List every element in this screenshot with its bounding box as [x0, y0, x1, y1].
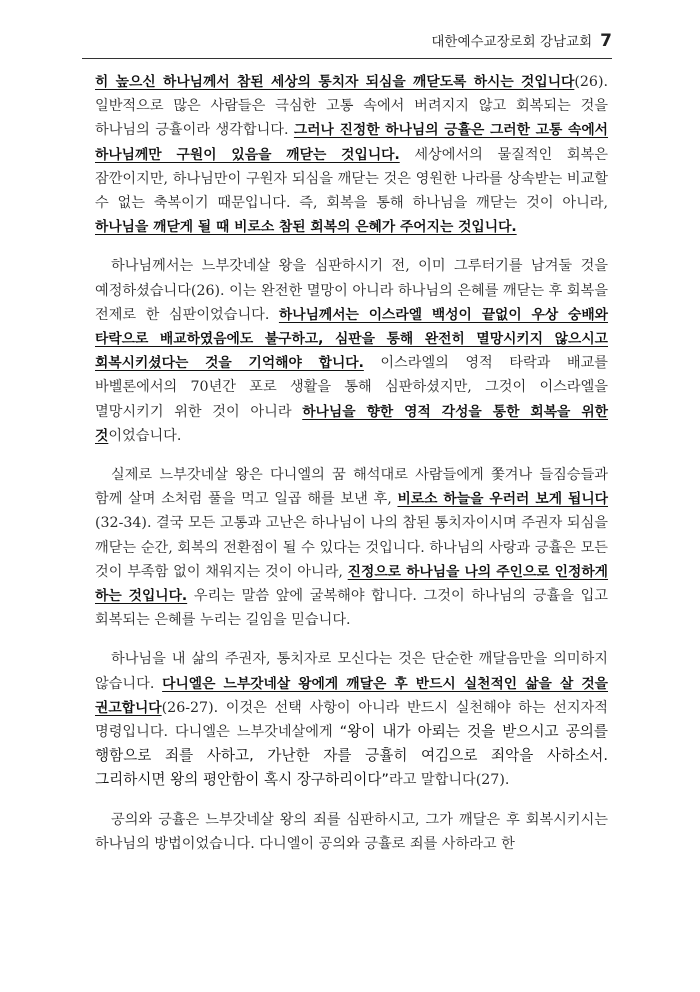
text-run: 실제로 느부갓네살 왕은 다니엘의 꿈 해석대로 사람들에게 쫓겨나 들짐승들과 함께 살며 소처럼 풀을 먹고 일곱 해를 보낸 후, [95, 467, 608, 508]
text-run: 이스라엘의 영적 타락과 배교를 바벨론에서의 70년간 포로 생활을 통해 심판하셨지만, 그것이 이스라엘을 멸망시키기 위한 것이 아니라 [95, 355, 608, 420]
header-rule [82, 58, 612, 59]
emphasized-text: 비로소 하늘을 우러러 보게 됩니다 [397, 491, 608, 508]
text-run: 하나님께서는 느부갓네살 왕을 심판하시기 전, 이미 그루터기를 남겨둘 것을 예정하셨습니다(26). 이는 완전한 멸망이 아니라 하나님의 은혜를 깨닫는 후 회복을 전제로 한 심판이었습니다. [95, 258, 608, 323]
text-run: (26). 일반적으로 많은 사람들은 극심한 고통 속에서 버려지지 않고 회복되는 것을 하나님의 긍휼이라 생각합니다. [95, 74, 608, 139]
emphasized-text: 진정으로 하나님을 나의 주인으로 인정하게 하는 것입니다. [95, 563, 608, 605]
emphasized-text: 하나님을 향한 영적 각성을 통한 회복을 위한 것 [95, 403, 608, 444]
text-run: 우리는 말씀 앞에 굴복해야 합니다. 그것이 하나님의 긍휼을 입고 회복되는 은혜를 누리는 길임을 믿습니다. [95, 588, 608, 629]
paragraph [95, 647, 608, 792]
text-run: 라고 말합니다(27). [388, 772, 510, 789]
paragraph [95, 70, 608, 239]
emphasized-text: 다니엘은 느부갓네살 왕에게 깨달은 후 반드시 실천적인 삶을 살 것을 권고합니다 [95, 675, 609, 716]
paragraph [95, 808, 608, 856]
text-run: 세상에서의 물질적인 회복은 잠깐이지만, 하나님만이 구원자 되심을 깨닫는 것은 영원한 나라를 상속받는 비교할 수 없는 축복이기 때문입니다. 즉, 회복을 통해 하나님을 깨닫는 것이 아니라, [95, 146, 609, 212]
page-number: 7 [600, 31, 612, 51]
text-run: 하나님을 내 삶의 주권자, 통치자로 모신다는 것은 단순한 깨달음만을 의미하지 않습니다. [95, 651, 608, 692]
text-run: (26-27). 이것은 선택 사항이 아니라 반드시 실천해야 하는 선지자적 명령입니다. 다니엘은 느부갓네살에게 [95, 699, 608, 741]
page-header [82, 30, 612, 51]
quoted-text: “왕이 내가 아뢰는 것을 받으시고 공의를 행함으로 죄를 사하고, 가난한 자를 긍휼히 여김으로 죄악을 사하소서. 그리하시면 왕의 평안함이 혹시 장구하리이다” [95, 723, 608, 789]
text-run: (32-34). 결국 모든 고통과 고난은 하나님이 나의 참된 통치자이시며 주권자 되심을 깨닫는 순간, 회복의 전환점이 될 수 있다는 것입니다. 하나님의 사랑과 긍휼은 모든 것이 부족함 없이 채워지는 것이 아니라, [95, 515, 608, 580]
paragraph [95, 463, 608, 632]
church-name: 대한예수교장로회 강남교회 [431, 34, 593, 50]
emphasized-text: 그러나 진정한 하나님의 긍휼은 그러한 고통 속에서 하나님께만 구원이 있음을 깨닫는 것입니다. [95, 122, 608, 163]
emphasized-text: 하나님께서는 이스라엘 백성이 끝없이 우상 숭배와 타락으로 배교하였음에도 불구하고, 심판을 통해 완전히 멸망시키지 않으시고 회복시키셨다는 것을 기억해야 합니다. [95, 306, 609, 372]
paragraph [95, 254, 608, 448]
emphasized-text: 히 높으신 하나님께서 참된 세상의 통치자 되심을 깨닫도록 하시는 것입니다 [95, 74, 575, 90]
text-run: 공의와 긍휼은 느부갓네살 왕의 죄를 심판하시고, 그가 깨달은 후 회복시키시는 하나님의 방법이었습니다. 다니엘이 공의와 긍휼로 죄를 사하라고 한 [95, 811, 608, 852]
body-text [95, 70, 608, 871]
emphasized-text: 하나님을 깨닫게 될 때 비로소 참된 회복의 은혜가 주어지는 것입니다. [95, 219, 517, 236]
text-run: 이었습니다. [108, 427, 182, 444]
